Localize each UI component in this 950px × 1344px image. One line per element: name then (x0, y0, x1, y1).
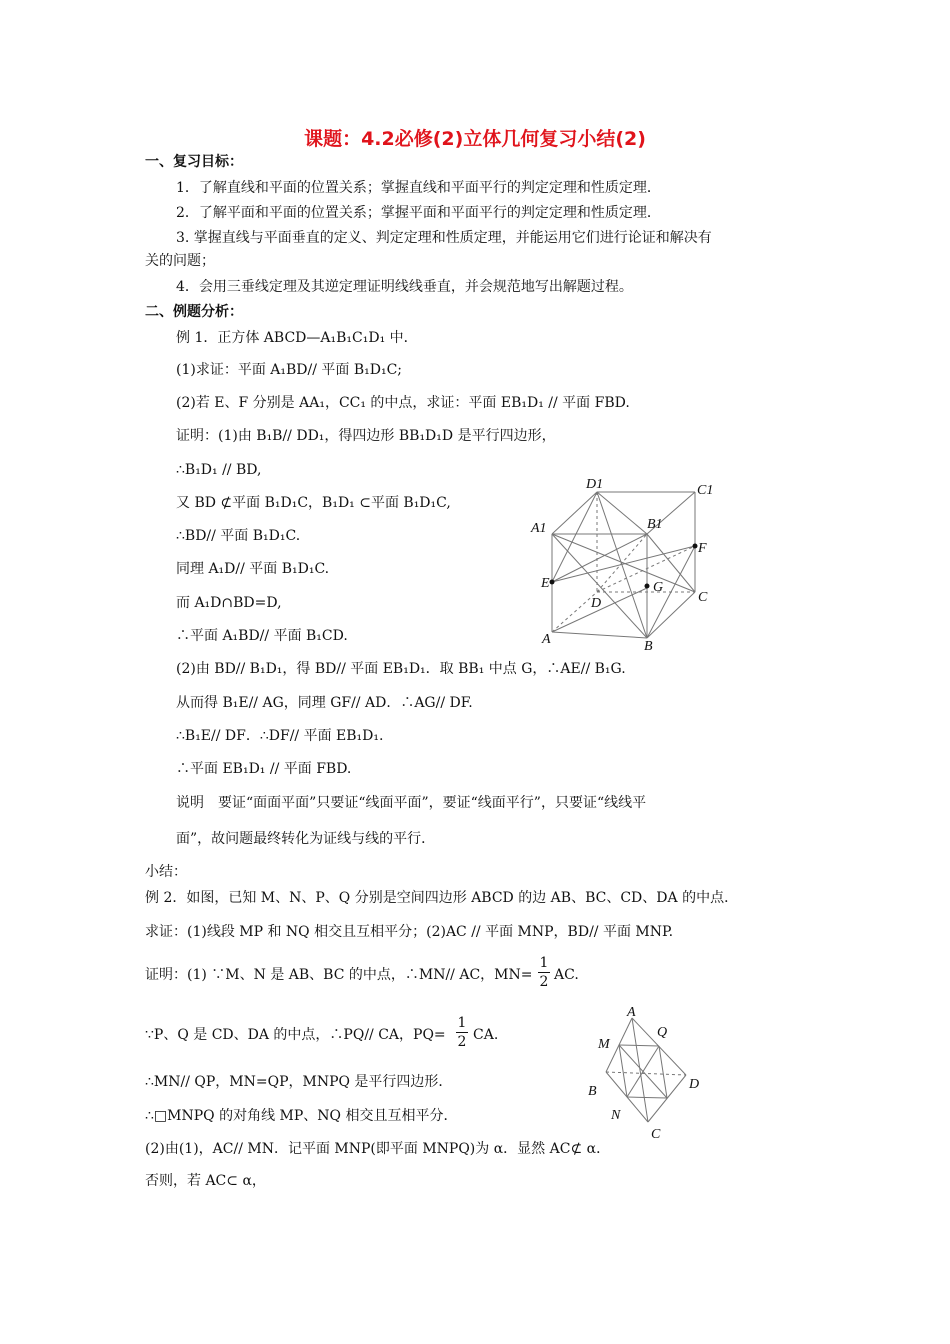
example1-note-cont: 面”，故问题最终转化为证线与线的平行． (176, 831, 436, 847)
fraction-numerator: 1 (457, 1015, 467, 1031)
example2-line: 例 2．如图，已知 M、N、P、Q 分别是空间四边形 ABCD 的边 AB、BC、CD、DA 的中点． (145, 890, 739, 906)
page-title: 课题：4.2必修(2)立体几何复习小结(2) (304, 128, 646, 150)
label-a: A (542, 632, 551, 647)
label-d: D (689, 1077, 700, 1092)
label-g: G (653, 580, 664, 595)
fraction-half (456, 1015, 468, 1050)
example2-line: ∵P、Q 是 CD、DA 的中点，∴PQ// CA，PQ= (145, 1027, 446, 1043)
point-f (693, 544, 698, 549)
goal-item: 3. 掌握直线与平面垂直的定义、判定定理和性质定理，并能运用它们进行论证和解决有 (176, 230, 712, 246)
example1-line: ∴B₁D₁ // BD, (176, 462, 262, 478)
example2-line: (2)由(1)，AC// MN．记平面 MNP(即平面 MNPQ)为 α．显然 AC⊄ α． (145, 1141, 611, 1157)
cube-figure (520, 470, 730, 660)
example1-line: 证明：(1)由 B₁B// DD₁，得四边形 BB₁D₁D 是平行四边形， (176, 428, 556, 444)
example1-line: (2)若 E、F 分别是 AA₁，CC₁ 的中点，求证：平面 EB₁D₁ // 平面 FBD. (176, 395, 630, 411)
fraction-denominator: 2 (457, 1034, 467, 1050)
label-e: E (541, 576, 550, 591)
example1-line: ∴平面 A₁BD// 平面 B₁CD. (176, 628, 348, 644)
section2-heading: 二、例题分析： (145, 304, 243, 320)
example1-line: 同理 A₁D// 平面 B₁D₁C. (176, 561, 330, 577)
label-a: A (627, 1005, 636, 1020)
example1-line: (2)由 BD// B₁D₁，得 BD// 平面 EB₁D₁．取 BB₁ 中点 G，∴AE// B₁G. (176, 661, 626, 677)
example2-line: 证明：(1) ∵M、N 是 AB、BC 的中点，∴MN// AC，MN= (145, 967, 533, 983)
label-c: C (651, 1127, 661, 1142)
example1-line: ∴B₁E// DF．∴DF// 平面 EB₁D₁. (176, 728, 384, 744)
example2-line-tail: AC. (554, 967, 579, 983)
example2-line-tail: CA. (473, 1027, 499, 1043)
point-g (645, 584, 650, 589)
fraction-half (538, 955, 550, 990)
example1-line: ∴BD// 平面 B₁D₁C. (176, 528, 301, 544)
example1-line: 例 1．正方体 ABCD—A₁B₁C₁D₁ 中． (176, 330, 418, 346)
example1-line: 从而得 B₁E// AG，同理 GF// AD．∴AG// DF. (176, 695, 473, 711)
summary-label: 小结： (145, 864, 187, 880)
label-q: Q (657, 1025, 668, 1040)
quadrilateral-figure (580, 1000, 710, 1145)
goal-item: 4．会用三垂线定理及其逆定理证明线线垂直，并会规范地写出解题过程。 (176, 279, 633, 295)
example1-line: 又 BD ⊄平面 B₁D₁C，B₁D₁ ⊂平面 B₁D₁C, (176, 495, 451, 511)
label-d: D (591, 596, 602, 611)
fraction-bar (538, 972, 550, 973)
label-c1: C1 (697, 483, 714, 498)
example2-line: ∴□MNPQ 的对角线 MP、NQ 相交且互相平分． (145, 1108, 458, 1124)
label-n: N (611, 1108, 621, 1123)
label-f: F (698, 541, 707, 556)
point-e (550, 580, 555, 585)
goal-item: 2．了解平面和平面的位置关系；掌握平面和平面平行的判定定理和性质定理． (176, 205, 661, 221)
section1-heading: 一、复习目标： (145, 154, 243, 170)
example2-line: 否则，若 AC⊂ α， (145, 1173, 266, 1189)
example2-line: 求证：(1)线段 MP 和 NQ 相交且互相平分；(2)AC // 平面 MNP，BD// 平面 MNP. (145, 924, 674, 940)
goal-item-cont: 关的问题； (145, 253, 215, 269)
example2-line: ∴MN// QP，MN=QP，MNPQ 是平行四边形． (145, 1074, 453, 1090)
fraction-numerator: 1 (539, 955, 549, 971)
label-b: B (588, 1084, 597, 1099)
goal-item: 1．了解直线和平面的位置关系；掌握直线和平面平行的判定定理和性质定理． (176, 180, 661, 196)
example1-note: 说明 要证“面面平面”只要证“线面平面”，要证“线面平行”，只要证“线线平 (176, 795, 647, 811)
label-b1: B1 (647, 517, 663, 532)
fraction-denominator: 2 (539, 974, 549, 990)
label-b: B (644, 639, 653, 654)
label-a1: A1 (531, 521, 547, 536)
example1-line: ∴平面 EB₁D₁ // 平面 FBD. (176, 761, 352, 777)
label-m: M (598, 1037, 610, 1052)
label-d1: D1 (586, 477, 604, 492)
example1-line: 而 A₁D∩BD=D, (176, 595, 282, 611)
fraction-bar (456, 1032, 468, 1033)
example1-line: (1)求证：平面 A₁BD// 平面 B₁D₁C; (176, 362, 403, 378)
label-c: C (698, 590, 708, 605)
